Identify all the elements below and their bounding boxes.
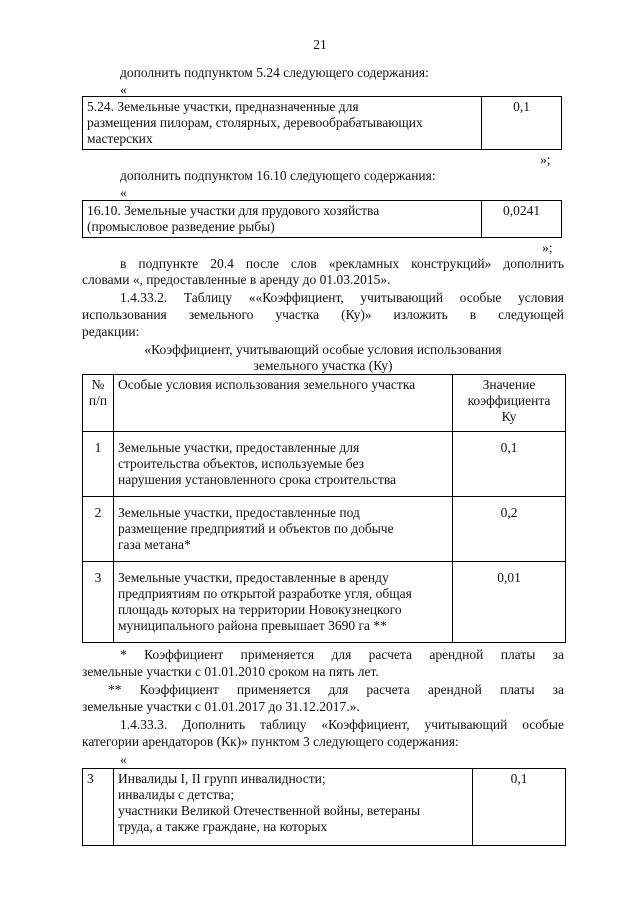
p4-line3: редакции: bbox=[82, 324, 140, 339]
row-condition bbox=[114, 562, 453, 643]
page-number: 21 bbox=[313, 37, 327, 52]
table-row bbox=[83, 201, 562, 238]
open-quote-kk: « bbox=[120, 752, 127, 767]
footnote1-line1: * Коэффициент применяется для расчета арендной платы за bbox=[120, 647, 564, 662]
row-num: 1 bbox=[83, 432, 114, 497]
table-row bbox=[83, 432, 566, 497]
intro-5-24: дополнить подпунктом 5.24 следующего содержания: bbox=[120, 65, 429, 80]
row-line: 16.10. Земельные участки для прудового хозяйства bbox=[87, 203, 380, 218]
row-category bbox=[114, 769, 473, 846]
row-line: Земельные участки, предоставленные в аренду bbox=[118, 570, 389, 585]
table-5-24 bbox=[82, 96, 562, 150]
row-value: 0,2 bbox=[453, 497, 566, 562]
open-quote-16-10: « bbox=[120, 185, 127, 200]
header-num bbox=[83, 375, 114, 432]
row-value: 0,1 bbox=[453, 432, 566, 497]
row-line: предприятиям по открытой разработке угля, общая bbox=[118, 586, 412, 601]
table-header-row bbox=[83, 375, 566, 432]
row-line: строительства объектов, используемые без bbox=[118, 456, 364, 471]
footnote2-line2: земельные участки с 01.01.2017 до 31.12.2017.». bbox=[82, 699, 360, 714]
row-value: 0,1 bbox=[473, 769, 566, 846]
row-value: 0,01 bbox=[453, 562, 566, 643]
table-title bbox=[82, 342, 564, 374]
row-line: нарушения установленного срока строительства bbox=[118, 472, 397, 487]
row-line: Земельные участки, предоставленные для bbox=[118, 440, 360, 455]
close-quote-16-10: »; bbox=[542, 240, 553, 255]
ky-table bbox=[82, 374, 566, 643]
row-line: 5.24. Земельные участки, предназначенные для bbox=[87, 99, 359, 114]
row-line: Инвалиды I, II групп инвалидности; bbox=[118, 771, 326, 786]
row-line: муниципального района превышает 3690 га ** bbox=[118, 618, 387, 633]
header-condition: Особые условия использования земельного участка bbox=[114, 375, 453, 432]
p5-line2: категории арендаторов (Кк)» пунктом 3 следующего содержания: bbox=[82, 734, 459, 749]
close-quote-5-24: »; bbox=[540, 152, 551, 167]
header-num-line: № bbox=[91, 377, 105, 392]
header-value-line: коэффициента bbox=[467, 393, 551, 408]
table-row bbox=[83, 497, 566, 562]
header-value-line: Ку bbox=[501, 409, 517, 424]
table-title-line: земельного участка (Ку) bbox=[253, 358, 393, 373]
row-condition bbox=[114, 497, 453, 562]
open-quote-5-24: « bbox=[120, 82, 127, 97]
p4-line1: 1.4.33.2. Таблицу ««Коэффициент, учитывающий особые условия bbox=[120, 290, 564, 305]
row-line: инвалиды с детства; bbox=[118, 787, 235, 802]
table-title-line: «Коэффициент, учитывающий особые условия использования bbox=[144, 342, 502, 357]
p3-line1: в подпункте 20.4 после слов «рекламных конструкций» дополнить bbox=[120, 256, 564, 271]
row-line: размещение предприятий и объектов по добыче bbox=[118, 521, 394, 536]
row-line: размещения пилорам, столярных, деревообрабатывающих bbox=[87, 115, 423, 130]
row-condition bbox=[114, 432, 453, 497]
row-value-16-10: 0,0241 bbox=[482, 201, 562, 238]
header-value bbox=[453, 375, 566, 432]
p3-line2: словами «, предоставленные в аренду до 01.03.2015». bbox=[82, 272, 391, 287]
row-text-16-10 bbox=[83, 201, 482, 238]
p4-line2: использования земельного участка (Ку)» изложить в следующей bbox=[82, 307, 564, 322]
row-num: 3 bbox=[83, 562, 114, 643]
header-num-line: п/п bbox=[88, 393, 108, 408]
row-num: 2 bbox=[83, 497, 114, 562]
row-line: труда, а также граждане, на которых bbox=[118, 819, 328, 834]
row-line: мастерских bbox=[87, 131, 153, 146]
row-line: (промысловое разведение рыбы) bbox=[87, 219, 275, 234]
intro-16-10: дополнить подпунктом 16.10 следующего содержания: bbox=[120, 168, 436, 183]
header-value-line: Значение bbox=[482, 377, 536, 392]
kk-table bbox=[82, 768, 566, 846]
p5-line1: 1.4.33.3. Дополнить таблицу «Коэффициент, учитывающий особые bbox=[120, 717, 564, 732]
table-16-10 bbox=[82, 200, 562, 238]
table-row bbox=[83, 97, 562, 150]
table-row bbox=[83, 562, 566, 643]
row-text-5-24 bbox=[83, 97, 482, 150]
row-line: участники Великой Отечественной войны, ветераны bbox=[118, 803, 421, 818]
row-line: площадь которых на территории Новокузнецкого bbox=[118, 602, 402, 617]
row-num: 3 bbox=[83, 769, 114, 846]
table-row bbox=[83, 769, 566, 846]
footnote2-line1: ** Коэффициент применяется для расчета арендной платы за bbox=[108, 682, 564, 697]
row-line: Земельные участки, предоставленные под bbox=[118, 505, 360, 520]
footnote1-line2: земельные участки с 01.01.2010 сроком на пять лет. bbox=[82, 664, 379, 679]
row-value-5-24: 0,1 bbox=[482, 97, 562, 150]
row-line: газа метана* bbox=[118, 537, 191, 552]
